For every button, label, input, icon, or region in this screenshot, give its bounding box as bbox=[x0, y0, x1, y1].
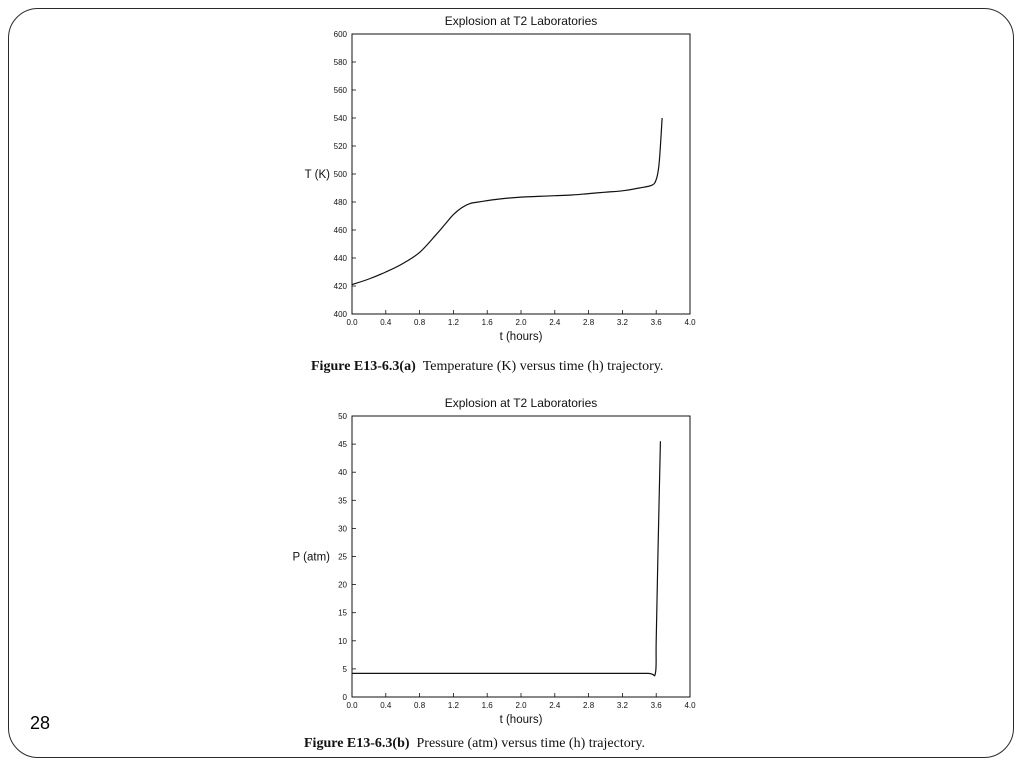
temperature-x-tick-label: 0.4 bbox=[380, 318, 392, 327]
temperature-caption-text: Temperature (K) versus time (h) trajectory. bbox=[422, 359, 664, 374]
temperature-y-tick-label: 440 bbox=[333, 254, 347, 263]
pressure-x-tick-label: 1.2 bbox=[447, 701, 459, 710]
pressure-y-tick-label: 15 bbox=[338, 608, 347, 618]
slide-number: 28 bbox=[30, 713, 51, 733]
pressure-x-tick-label: 1.6 bbox=[481, 701, 493, 710]
pressure-y-tick-label: 20 bbox=[338, 580, 347, 590]
pressure-series-line bbox=[352, 441, 660, 676]
temperature-y-tick-label: 520 bbox=[333, 142, 347, 151]
temperature-x-tick-label: 3.2 bbox=[616, 318, 628, 327]
pressure-y-tick-label: 30 bbox=[338, 524, 347, 534]
pressure-title: Explosion at T2 Laboratories bbox=[444, 396, 598, 410]
temperature-y-tick-label: 420 bbox=[333, 282, 347, 291]
temperature-x-tick-label: 2.8 bbox=[583, 318, 595, 327]
pressure-caption-text: Pressure (atm) versus time (h) trajectory. bbox=[416, 736, 645, 751]
pressure-x-tick-label: 2.0 bbox=[515, 701, 527, 710]
pressure-caption bbox=[304, 736, 645, 752]
temperature-x-tick-label: 0.8 bbox=[414, 318, 426, 327]
temperature-x-tick-label: 1.6 bbox=[481, 318, 493, 327]
temperature-y-tick-label: 400 bbox=[333, 310, 347, 319]
pressure-x-tick-label: 0.4 bbox=[380, 701, 392, 710]
pressure-x-axis-label: t (hours) bbox=[499, 714, 543, 726]
pressure-x-tick-label: 2.4 bbox=[549, 701, 561, 710]
pressure-x-tick-label: 0.0 bbox=[346, 701, 358, 710]
temperature-y-tick-label: 600 bbox=[333, 30, 347, 39]
pressure-y-axis-label: P (atm) bbox=[292, 551, 330, 564]
pressure-y-tick-label: 0 bbox=[342, 693, 347, 702]
pressure-y-tick-label: 45 bbox=[338, 440, 347, 450]
pressure-y-tick-label: 25 bbox=[338, 552, 347, 562]
temperature-y-tick-label: 580 bbox=[333, 58, 347, 67]
temperature-x-tick-label: 1.2 bbox=[447, 318, 459, 327]
pressure-x-tick-label: 4.0 bbox=[684, 701, 696, 710]
temperature-y-tick-label: 460 bbox=[333, 226, 347, 235]
temperature-y-tick-label: 480 bbox=[333, 198, 347, 207]
temperature-title: Explosion at T2 Laboratories bbox=[444, 14, 598, 28]
temperature-x-tick-label: 0.0 bbox=[346, 318, 358, 327]
temperature-y-tick-label: 500 bbox=[333, 170, 347, 179]
temperature-y-tick-label: 560 bbox=[333, 86, 347, 95]
pressure-caption-label: Figure E13-6.3(b) bbox=[304, 736, 410, 751]
temperature-y-tick-label: 540 bbox=[333, 114, 347, 123]
temperature-x-tick-label: 2.0 bbox=[515, 318, 527, 327]
temperature-x-axis-label: t (hours) bbox=[499, 331, 543, 343]
temperature-x-tick-label: 2.4 bbox=[549, 318, 561, 327]
temperature-y-axis-label: T (K) bbox=[304, 169, 330, 181]
pressure-y-tick-label: 50 bbox=[338, 412, 347, 421]
pressure-y-tick-label: 40 bbox=[338, 468, 347, 478]
pressure-x-tick-label: 0.8 bbox=[414, 701, 426, 710]
temperature-x-tick-label: 4.0 bbox=[684, 318, 696, 327]
pressure-y-tick-label: 10 bbox=[338, 636, 347, 646]
pressure-y-tick-label: 35 bbox=[338, 496, 347, 506]
pressure-plot-frame bbox=[352, 416, 690, 697]
temperature-caption-label: Figure E13-6.3(a) bbox=[311, 359, 416, 374]
pressure-x-tick-label: 2.8 bbox=[583, 701, 595, 710]
pressure-x-tick-label: 3.6 bbox=[650, 701, 662, 710]
pressure-x-tick-label: 3.2 bbox=[616, 701, 628, 710]
temperature-x-tick-label: 3.6 bbox=[650, 318, 662, 327]
pressure-y-tick-label: 5 bbox=[342, 664, 347, 674]
